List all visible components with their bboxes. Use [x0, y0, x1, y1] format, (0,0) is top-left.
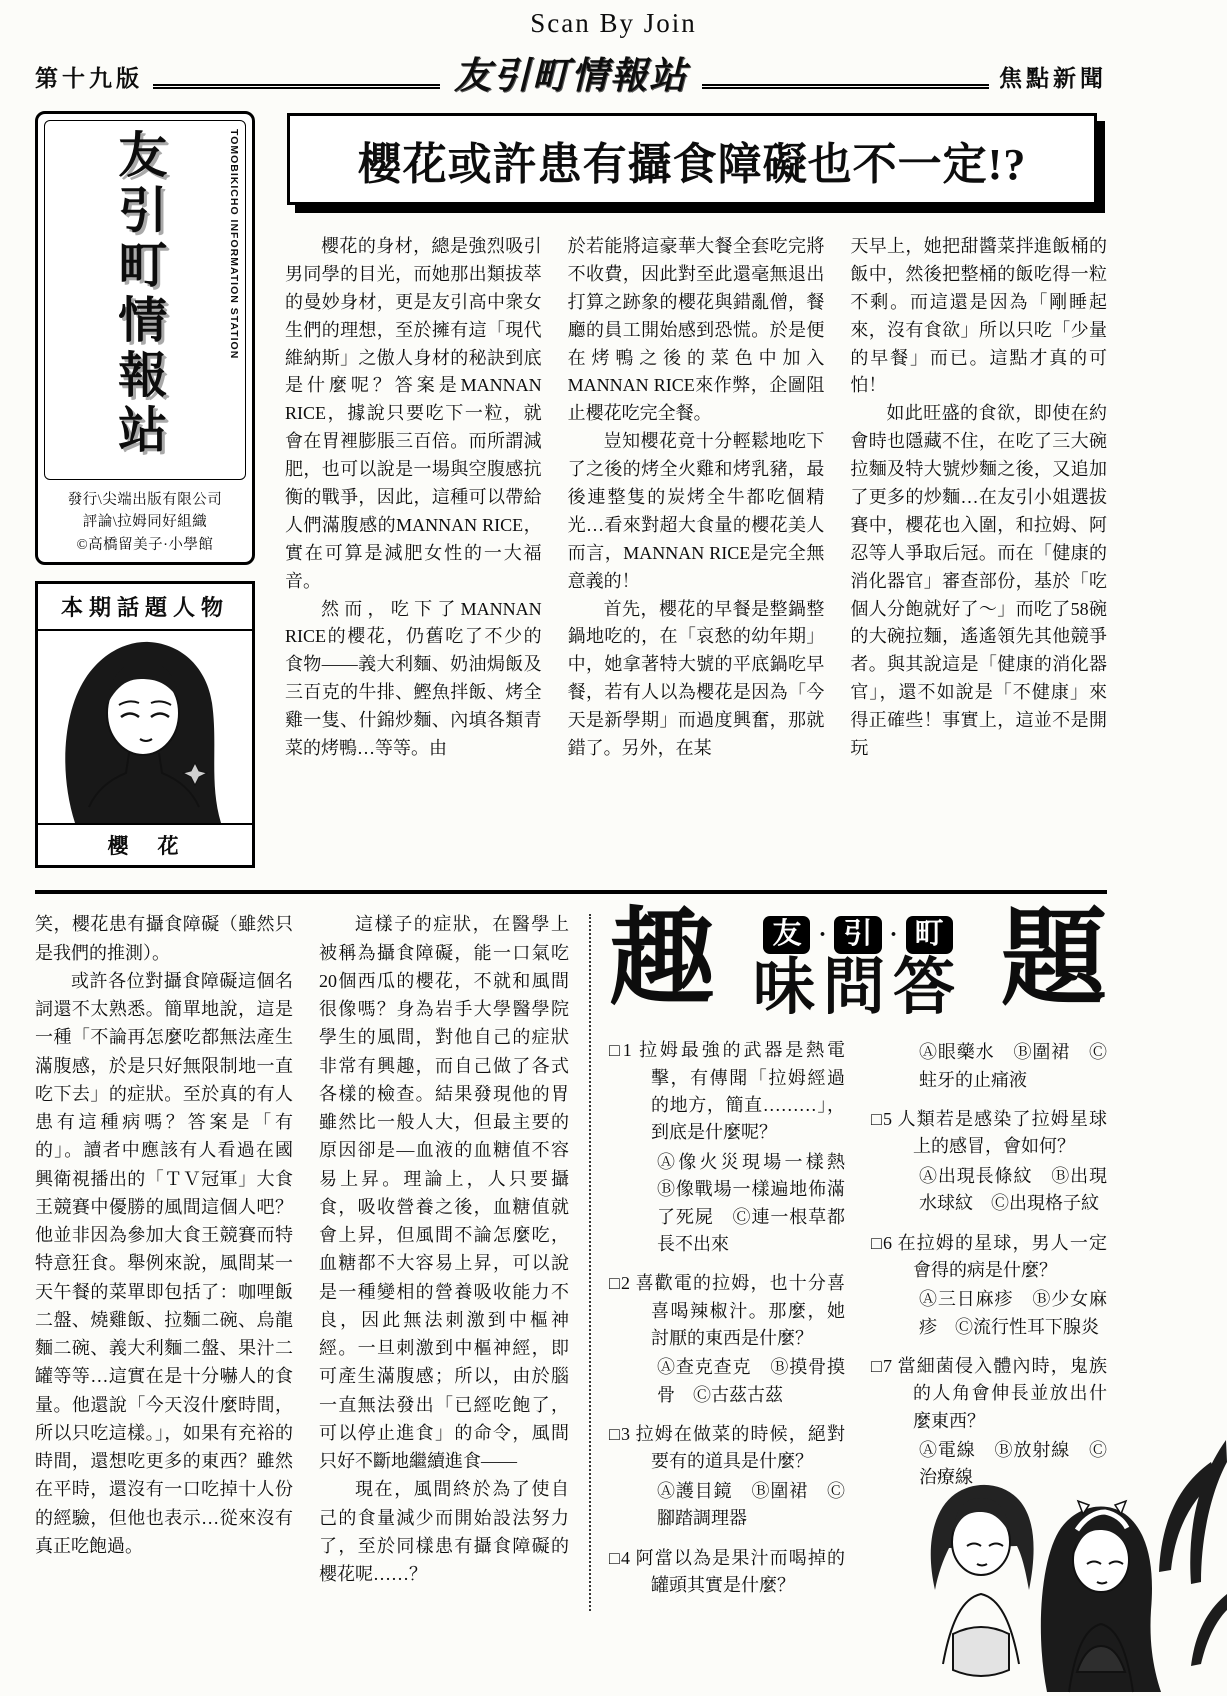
article-paragraph: 如此旺盛的食欲，即使在約會時也隱藏不住，在吃了三大碗拉麵及特大號炒麵之後，又追加了更多的炒麵…在友引小姐選拔賽中，櫻花也入圍，和拉姆、阿忍等人爭取后冠。而在「健康的消化器官」審查部份，基於「吃個人分飽就好了～」而吃了58碗的大碗拉麵，遙遙領先其他競爭者。與其說這是「健康的消化器官」，還不如說是「不健康」來得正確些！事實上，這並不是開玩	[850, 403, 1108, 759]
section-label: 焦點新聞	[999, 66, 1107, 91]
article-column-1	[285, 233, 542, 763]
question-options: Ⓐ護目鏡 Ⓑ圍裙 Ⓒ腳踏調理器	[657, 1480, 845, 1529]
bottom-column-1	[35, 910, 293, 1611]
question-options: Ⓐ眼藥水 Ⓑ圍裙 Ⓒ蛀牙的止痛液	[919, 1042, 1107, 1090]
quiz-title-big-right: 題	[1001, 901, 1107, 1019]
lum-and-shinobu-illustration	[877, 1434, 1227, 1696]
featured-character-title: 本期話題人物	[38, 584, 252, 631]
masthead-title: 友引町情報站	[454, 56, 688, 97]
dot-separator: ·	[818, 921, 827, 948]
lum-figure	[1041, 1501, 1161, 1692]
question-options: Ⓐ電線 Ⓑ放射線 Ⓒ治療線	[919, 1440, 1107, 1488]
dotted-divider	[589, 914, 591, 1611]
article-paragraph: 然而，吃下了MANNAN RICE的櫻花，仍舊吃了不少的食物——義大利麵、奶油焗飯及三百克的牛排、鰹魚拌飯、烤全雞一隻、什錦炒麵、內填各類青菜的烤鴨…等等。由	[285, 598, 542, 759]
article-paragraph: 於若能將這豪華大餐全套吃完將不收費，因此對至此還毫無退出打算之跡象的櫻花與錯亂僧，餐廳的員工開始感到恐慌。於是便在烤鴨之後的菜色中加入MANNAN RICE來作弊，企圖阻止櫻花吃完全餐。	[567, 236, 825, 424]
palm-leaf-decoration	[1159, 1440, 1227, 1666]
article-paragraph: 笑，櫻花患有攝食障礙（雖然只是我們的推測）。	[35, 914, 293, 963]
quiz-question-4-options	[871, 1039, 1107, 1094]
bottom-column-2	[319, 910, 569, 1611]
article-headline: 櫻花或許患有攝食障礙也不一定!?	[287, 113, 1097, 205]
quiz-title-banner	[609, 901, 1107, 1023]
quiz-column-left	[609, 1037, 863, 1611]
question-text: □3 拉姆在做菜的時候，絕對要有的道具是什麼？	[609, 1424, 845, 1472]
page-body	[0, 39, 1227, 1611]
article-paragraph: 這樣子的症狀，在醫學上被稱為攝食障礙，能一口氣吃20個西瓜的櫻花，不就和風間很像嗎？身為岩手大學醫學院學生的風間，對他自己的症狀非常有興趣，而自己做了各式各樣的檢查。結果發現他的胃雖然比一般人大，但最主要的原因卻是—血液的血糖值不容易上昇。理論上，人只要攝食，吸收營養之後，血糖值就會上昇，但風間不論怎麼吃，血糖都不大容易上昇，可以說是一種變相的營養吸收能力不良，因此無法刺激到中樞神經。一旦刺激到中樞神經，即可產生滿腹感；所以，由於腦一直無法發出「已經吃飽了，可以停止進食」的命令，風間只好不斷地繼續進食——	[319, 914, 569, 1472]
quiz-title-middle-chars: 味問答	[752, 954, 963, 1023]
quiz-question-3	[609, 1421, 845, 1532]
logo-inner-frame	[44, 120, 246, 480]
featured-character-name: 櫻 花	[38, 823, 252, 865]
article-paragraph: 首先，櫻花的早餐是整鍋整鍋地吃的，在「哀愁的幼年期」中，她拿著特大號的平底鍋吃早餐，若有人以為櫻花是因為「今天是新學期」而過度興奮，那就錯了。另外，在某	[567, 598, 825, 759]
question-options: Ⓐ出現長條紋 Ⓑ出現水球紋 Ⓒ出現格子紋	[919, 1165, 1107, 1214]
sidebar	[35, 111, 255, 868]
quiz-question-6	[871, 1230, 1107, 1341]
publisher-line: 發行\尖端出版有限公司	[67, 492, 223, 508]
quiz-title-box: 町	[906, 916, 953, 954]
featured-character-box	[35, 581, 255, 868]
masthead-logo-box	[35, 111, 255, 565]
logo-english-text: TOMOBIKICHO INFORMATION STATION	[228, 129, 240, 360]
quiz-question-5	[871, 1106, 1107, 1217]
shinobu-figure	[931, 1485, 1034, 1676]
article-paragraph: 天早上，她把甜醬菜拌進飯桶的飯中，然後把整桶的飯吃得一粒不剩。而這還是因為「剛睡起來，沒有食欲」所以只吃「少量的早餐」而已。這點才真的可怕！	[850, 236, 1108, 396]
copyright-line: ©高橋留美子·小學館	[76, 536, 214, 553]
quiz-title-town-boxes	[763, 916, 952, 954]
question-text: □7 當細菌侵入體內時，鬼族的人角會伸長並放出什麼東西？	[871, 1355, 1107, 1431]
question-text: □2 喜歡電的拉姆，也十分喜喜喝辣椒汁。那麼，她討厭的東西是什麼？	[609, 1273, 845, 1348]
question-text: □6 在拉姆的星球，男人一定會得的病是什麼？	[871, 1232, 1107, 1280]
quiz-title-big-left: 趣	[609, 901, 715, 1019]
article-columns	[285, 233, 1107, 763]
question-options: Ⓐ查克查克 Ⓑ摸骨摸骨 Ⓒ古茲古茲	[657, 1357, 845, 1405]
logo-vertical-text: 友引町情報站	[111, 129, 167, 459]
sakura-portrait-drawing	[41, 631, 249, 823]
quiz-title-box: 友	[763, 916, 810, 954]
quiz-title-box: 引	[834, 916, 881, 954]
question-text: □5 人類若是感染了拉姆星球上的感冒，會如何？	[871, 1109, 1107, 1157]
page-header	[35, 45, 1107, 99]
question-text: □4 阿當以為是果汁而喝掉的罐頭其實是什麼？	[609, 1547, 845, 1595]
article-paragraph: 現在，風間終於為了使自己的食量減少而開始設法努力了，至於同樣患有攝食障礙的櫻花呢……？	[319, 1479, 569, 1585]
article-paragraph: 或許各位對攝食障礙這個名詞還不太熟悉。簡單地說，這是一種「不論再怎麼吃都無法產生滿腹感，於是只好無限制地一直吃下去」的症狀。至於真的有人患有這種病嗎？答案是「有的」。讀者中應該有人看過在國興衛視播出的「ＴＶ冠軍」大食王競賽中優勝的風間這個人吧？他並非因為參加大食王競賽而特特意狂食。舉例來說，風間某一天午餐的菜單即包括了：咖哩飯二盤、燒雞飯、拉麵二碗、烏龍麵二碗、義大利麵二盤、果汁二罐等等…這實在是十分嚇人的食量。他還說「今天沒什麼時間，所以只吃這樣。」，如果有充裕的時間，還想吃更多的東西？雖然在平時，還沒有一口吃掉十人份的經驗，但他也表示…從來沒有真正吃飽過。	[35, 970, 293, 1556]
publication-info	[44, 489, 246, 556]
scan-credit: Scan By Join	[530, 8, 697, 38]
quiz-question-4	[609, 1545, 845, 1600]
top-section	[35, 111, 1107, 868]
dot-separator: ·	[889, 921, 898, 948]
quiz-question-1	[609, 1037, 863, 1258]
page-number-label: 第十九版	[35, 66, 143, 91]
main-article	[285, 111, 1107, 868]
question-options: Ⓐ像火災現場一樣熱 Ⓑ像戰場一樣遍地佈滿了死屍 Ⓒ連一根草都長不出來	[657, 1151, 863, 1254]
quiz-title-middle	[717, 910, 999, 1021]
article-paragraph: 豈知櫻花竟十分輕鬆地吃下了之後的烤全火雞和烤乳豬，最後連整隻的炭烤全牛都吃個精光…看來對超大食量的櫻花美人而言，MANNAN RICE是完全無意義的！	[567, 431, 825, 591]
section-divider	[35, 890, 1107, 894]
question-options: Ⓐ三日麻疹 Ⓑ少女麻疹 Ⓒ流行性耳下腺炎	[919, 1289, 1107, 1337]
editor-line: 評論\拉姆同好組織	[82, 514, 208, 531]
header-rule-right	[702, 84, 989, 89]
quiz-question-2	[609, 1270, 845, 1409]
question-text: □1 拉姆最強的武器是熱電擊，有傳聞「拉姆經過的地方，簡直………」，到底是什麼呢？	[609, 1040, 845, 1143]
sakura-portrait-illustration	[38, 631, 252, 823]
article-column-3	[850, 233, 1107, 763]
article-paragraph: 櫻花的身材，總是強烈吸引男同學的目光，而她那出類拔萃的曼妙身材，更是友引高中衆女生們的理想，至於擁有這「現代維納斯」之傲人身材的秘訣到底是什麼呢？答案是MANNAN RICE，據說只要吃下一粒，就會在胃裡膨脹三百倍。而所謂減肥，也可以說是一場與空腹感抗衡的戰爭，因此，這種可以帶給人們滿腹感的MANNAN RICE，實在可算是減肥女性的一大福音。	[285, 236, 542, 591]
article-column-2	[568, 233, 825, 763]
header-rule-left	[153, 84, 440, 89]
